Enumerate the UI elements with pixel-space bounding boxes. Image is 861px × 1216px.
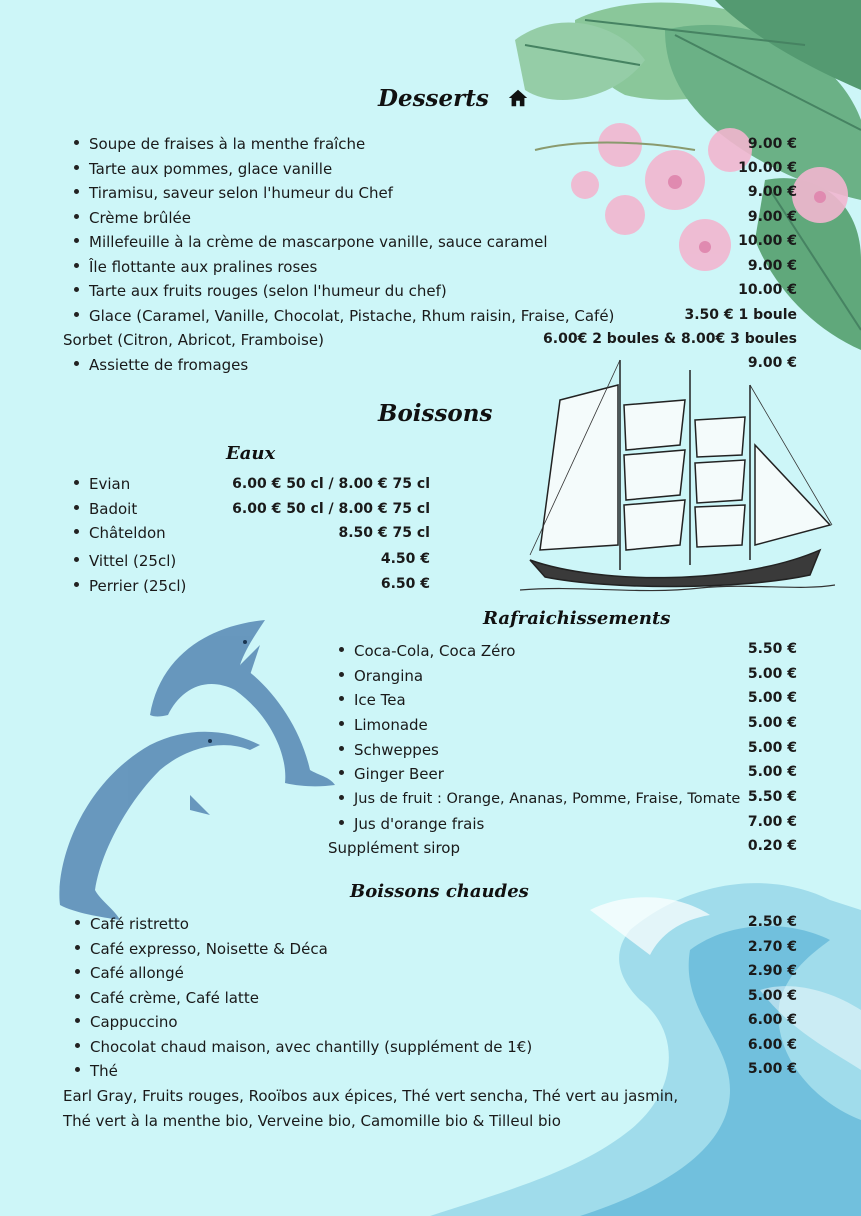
dessert-price-4: 9.00 € [747, 209, 797, 225]
fromage-item [74, 354, 248, 376]
rafraichissement-price-1: 5.50 € [747, 641, 797, 657]
dessert-item-name: Tiramisu, saveur selon l'humeur du Chef [89, 184, 393, 202]
dessert-price-5: 10.00 € [738, 233, 797, 249]
sailing-ship-illustration [520, 345, 835, 605]
dessert-item-6 [74, 256, 317, 278]
rafraichissement-name: Limonade [354, 716, 428, 734]
rafraichissement-item-8 [339, 813, 484, 835]
rafraichissement-name: Coca-Cola, Coca Zéro [354, 642, 516, 660]
eau-price-1: 6.00 € 50 cl / 8.00 € 75 cl [232, 476, 430, 492]
sorbet-price: 6.00€ 2 boules & 8.00€ 3 boules [543, 331, 797, 347]
rafraichissement-item-3 [339, 689, 406, 711]
rafraichissement-item-6 [339, 763, 444, 785]
eau-item-2 [74, 498, 137, 520]
eau-item-name: Badoit [89, 500, 138, 518]
rafraichissement-name: Jus d'orange frais [354, 815, 485, 833]
dessert-item-8 [74, 305, 614, 327]
desserts-title: Desserts [378, 85, 529, 112]
eau-price-4: 4.50 € [380, 551, 430, 567]
supplement-sirop [328, 837, 460, 859]
dessert-price-6: 9.00 € [747, 258, 797, 274]
rafraichissement-price-3: 5.00 € [747, 690, 797, 706]
dessert-item-name: Tarte aux pommes, glace vanille [89, 160, 333, 178]
dessert-item-name: Glace (Caramel, Vanille, Chocolat, Pistache, Rhum raisin, Fraise, Café) [89, 307, 615, 325]
rafraichissement-price-6: 5.00 € [747, 764, 797, 780]
boisson-chaude-name: Café expresso, Noisette & Déca [90, 940, 328, 958]
dessert-item-2 [74, 158, 332, 180]
rafraichissement-price-2: 5.00 € [747, 666, 797, 682]
boisson-chaude-item-4 [75, 987, 259, 1009]
rafraichissement-price-4: 5.00 € [747, 715, 797, 731]
dessert-item-7 [74, 280, 447, 302]
eau-price-2: 6.00 € 50 cl / 8.00 € 75 cl [232, 501, 430, 517]
boisson-chaude-price-3: 2.90 € [747, 963, 797, 979]
dessert-item-name: Tarte aux fruits rouges (selon l'humeur du chef) [89, 282, 447, 300]
supplement-name: Supplément sirop [328, 839, 460, 857]
dolphins-illustration [40, 605, 340, 920]
boisson-chaude-item-6 [75, 1036, 532, 1058]
eau-item-name: Vittel (25cl) [89, 552, 177, 570]
sorbet-item [63, 329, 324, 351]
dessert-price-7: 10.00 € [738, 282, 797, 298]
rafraichissement-item-7 [339, 788, 740, 810]
eau-price-5: 6.50 € [380, 576, 430, 592]
boissons-chaudes-title: Boissons chaudes [350, 881, 529, 902]
rafraichissement-item-5 [339, 739, 439, 761]
eau-price-3: 8.50 € 75 cl [338, 525, 430, 541]
rafraichissement-name: Jus de fruit : Orange, Ananas, Pomme, Fraise, Tomate [354, 791, 741, 807]
boisson-chaude-item-7 [75, 1060, 118, 1082]
boisson-chaude-price-1: 2.50 € [747, 914, 797, 930]
boisson-chaude-item-1 [75, 913, 189, 935]
eau-item-name: Evian [89, 475, 131, 493]
rafraichissement-name: Ginger Beer [354, 765, 444, 783]
rafraichissement-name: Schweppes [354, 741, 439, 759]
sorbet-name: Sorbet (Citron, Abricot, Framboise) [63, 331, 324, 349]
dessert-item-name: Millefeuille à la crème de mascarpone vanille, sauce caramel [89, 233, 548, 251]
dessert-item-4 [74, 207, 191, 229]
dessert-item-3 [74, 182, 393, 204]
rafraichissements-title: Rafraichissements [483, 608, 671, 629]
home-icon [507, 87, 529, 109]
dessert-price-2: 10.00 € [738, 160, 797, 176]
eaux-title: Eaux [226, 443, 276, 464]
the-varieties-list: Earl Gray, Fruits rouges, Rooïbos aux épices, Thé vert sencha, Thé vert au jasmin, Thé vert à la menthe bio, Verveine bio, Camomille bio & Tilleul bio [63, 1087, 679, 1130]
boisson-chaude-name: Café allongé [90, 964, 184, 982]
boisson-chaude-name: Café crème, Café latte [90, 989, 259, 1007]
supplement-price: 0.20 € [747, 838, 797, 854]
rafraichissement-price-8: 7.00 € [747, 814, 797, 830]
boisson-chaude-item-2 [75, 938, 328, 960]
dessert-item-1 [74, 133, 365, 155]
rafraichissement-item-4 [339, 714, 428, 736]
boisson-chaude-price-6: 6.00 € [747, 1037, 797, 1053]
dessert-price-3: 9.00 € [747, 184, 797, 200]
dessert-price-8: 3.50 € 1 boule [684, 307, 797, 323]
rafraichissement-price-7: 5.50 € [747, 789, 797, 805]
boisson-chaude-item-3 [75, 962, 184, 984]
rafraichissement-name: Orangina [354, 667, 424, 685]
fromage-name: Assiette de fromages [89, 356, 249, 374]
rafraichissement-name: Ice Tea [354, 691, 406, 709]
boisson-chaude-price-7: 5.00 € [747, 1061, 797, 1077]
dessert-item-name: Île flottante aux pralines roses [89, 258, 318, 276]
eau-item-3 [74, 522, 166, 544]
dessert-price-1: 9.00 € [747, 136, 797, 152]
eau-item-5 [74, 575, 186, 597]
boisson-chaude-name: Café ristretto [90, 915, 189, 933]
boissons-title: Boissons [378, 400, 493, 427]
eau-item-name: Châteldon [89, 524, 166, 542]
dessert-item-name: Soupe de fraises à la menthe fraîche [89, 135, 366, 153]
boisson-chaude-name: Cappuccino [90, 1013, 178, 1031]
boisson-chaude-name: Thé [90, 1062, 118, 1080]
rafraichissement-item-2 [339, 665, 423, 687]
dessert-item-name: Crème brûlée [89, 209, 191, 227]
eau-item-1 [74, 473, 130, 495]
boisson-chaude-price-4: 5.00 € [747, 988, 797, 1004]
dessert-item-5 [74, 231, 548, 253]
boisson-chaude-name: Chocolat chaud maison, avec chantilly (supplément de 1€) [90, 1038, 533, 1056]
boisson-chaude-price-5: 6.00 € [747, 1012, 797, 1028]
fromage-price: 9.00 € [747, 355, 797, 371]
boisson-chaude-item-5 [75, 1011, 178, 1033]
rafraichissement-price-5: 5.00 € [747, 740, 797, 756]
boisson-chaude-price-2: 2.70 € [747, 939, 797, 955]
eau-item-4 [74, 550, 176, 572]
eau-item-name: Perrier (25cl) [89, 577, 187, 595]
rafraichissement-item-1 [339, 640, 515, 662]
